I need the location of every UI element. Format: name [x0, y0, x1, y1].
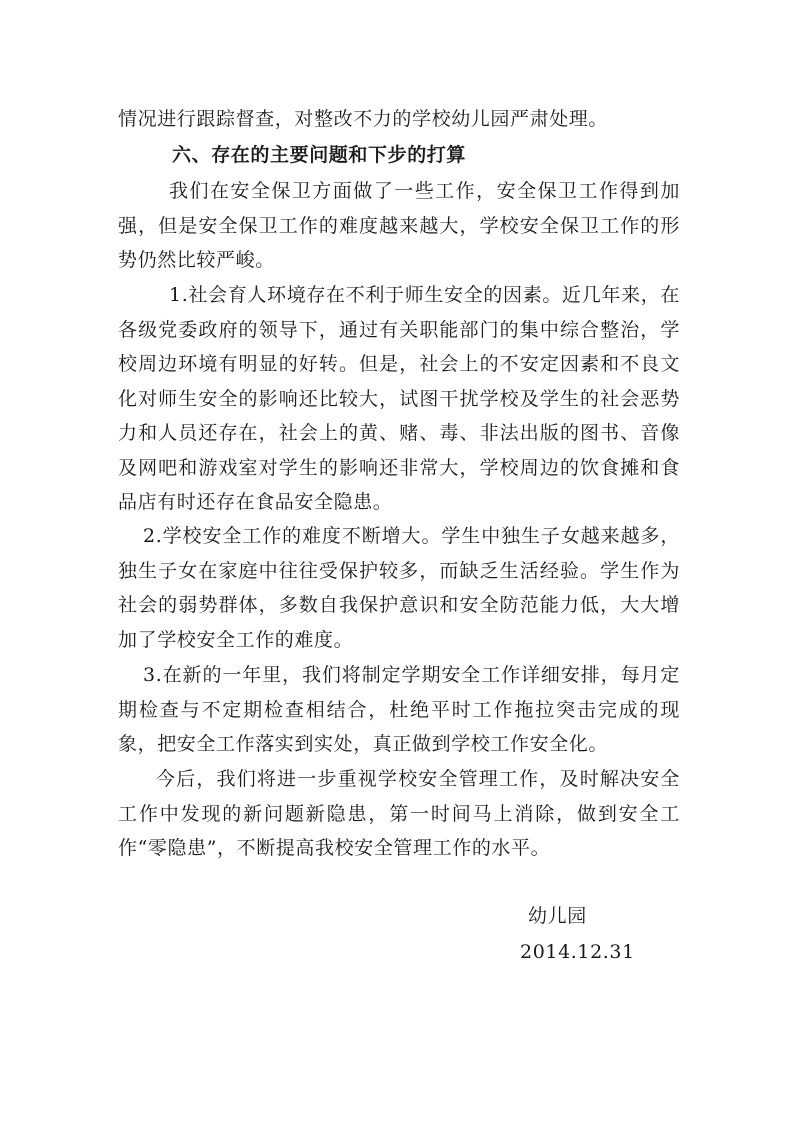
- section-heading: 六、存在的主要问题和下步的打算: [172, 144, 467, 166]
- point-3-paragraph: 3.在新的一年里，我们将制定学期安全工作详细安排，每月定期检查与不定期检查相结合，杜绝平时工作拖拉突击完成的现象，把安全工作落实到实处，真正做到学校工作安全化。: [118, 664, 680, 755]
- signature-date: 2014.12.31: [520, 941, 635, 963]
- signature-organization: 幼儿园: [528, 905, 587, 927]
- point-2-paragraph: 2.学校安全工作的难度不断增大。学生中独生子女越来越多，独生子女在家庭中往往受保护较多，而缺乏生活经验。学生作为社会的弱势群体，多数自我保护意识和安全防范能力低，大大增加了学校安全工作的难度。: [118, 525, 680, 651]
- point-1-paragraph: 1.社会育人环境存在不利于师生安全的因素。近几年来，在各级党委政府的领导下，通过有关职能部门的集中综合整治，学校周边环境有明显的好转。但是，社会上的不安定因素和不良文化对师生安全的影响还比较大，试图干扰学校及学生的社会恶势力和人员还存在，社会上的黄、赌、毒、非法出版的图书、音像及网吧和游戏室对学生的影响还非常大，学校周边的饮食摊和食品店有时还存在食品安全隐患。: [118, 284, 680, 513]
- closing-paragraph: 今后，我们将进一步重视学校安全管理工作，及时解决安全工作中发现的新问题新隐患，第一时间马上消除，做到安全工作“零隐患”，不断提高我校安全管理工作的水平。: [118, 768, 680, 859]
- lead-line: 情况进行跟踪督查，对整改不力的学校幼儿园严肃处理。: [118, 108, 609, 130]
- intro-paragraph: 我们在安全保卫方面做了一些工作，安全保卫工作得到加强，但是安全保卫工作的难度越来越大，学校安全保卫工作的形势仍然比较严峻。: [118, 180, 680, 271]
